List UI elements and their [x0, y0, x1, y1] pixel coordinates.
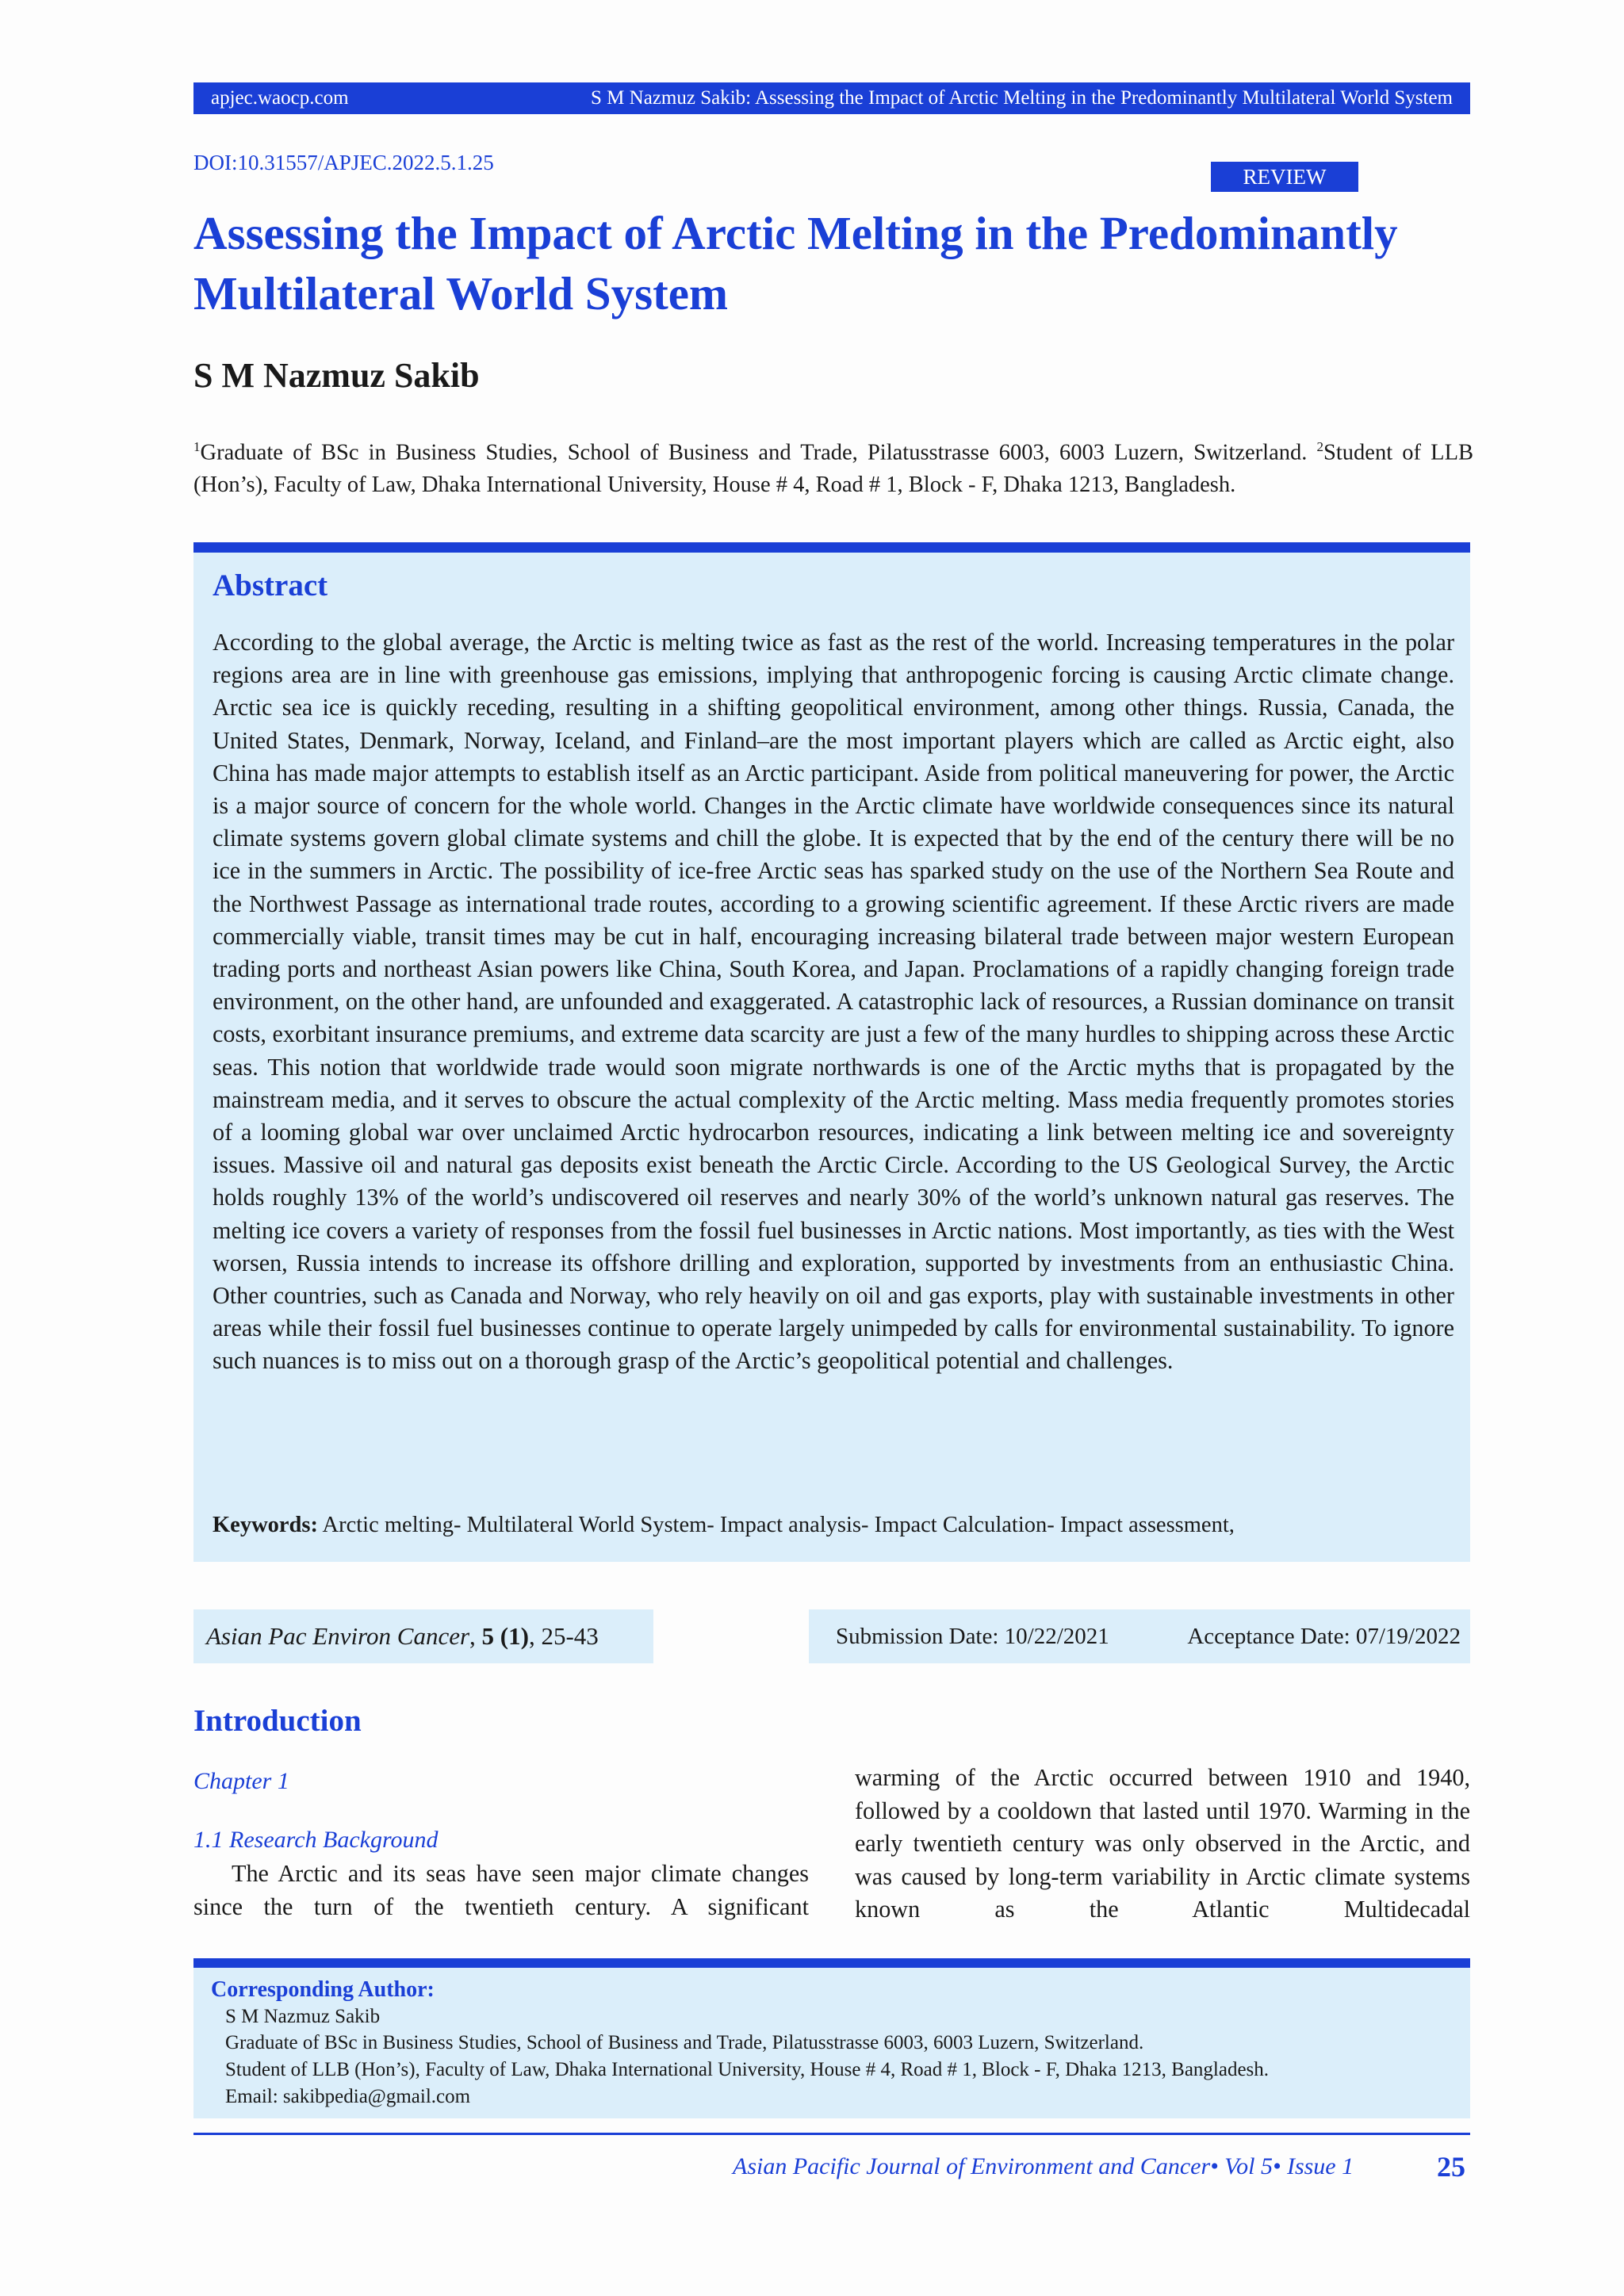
affil-1: Graduate of BSc in Business Studies, School of Business and Trade, Pilatusstrasse 6003, 6003 Luzern, Switzerland. — [200, 440, 1317, 465]
introduction-heading: Introduction — [193, 1704, 362, 1738]
affiliations — [193, 431, 1473, 501]
article-title: Assessing the Impact of Arctic Melting in the Predominantly Multilateral World System — [193, 207, 1398, 320]
footer-divider — [193, 2133, 1470, 2135]
citation-journal: Asian Pac Environ Cancer — [206, 1622, 470, 1650]
acceptance-date: Acceptance Date: 07/19/2022 — [1187, 1623, 1461, 1649]
subsection-heading: 1.1 Research Background — [193, 1827, 439, 1853]
keywords-list: Arctic melting- Multilateral World System- Impact analysis- Impact Calculation- Impact assessment, — [322, 1513, 1235, 1537]
affil-sup-1: 1 — [193, 439, 201, 454]
citation-issue: (1) — [500, 1622, 529, 1650]
site-url[interactable]: apjec.waocp.com — [211, 87, 349, 109]
author-name: S M Nazmuz Sakib — [193, 356, 480, 395]
chapter-heading: Chapter 1 — [193, 1768, 289, 1794]
abstract-heading: Abstract — [213, 568, 328, 603]
corresponding-email[interactable]: Email: sakibpedia@gmail.com — [225, 2086, 471, 2107]
keywords — [213, 1513, 1454, 1538]
article-type-badge: REVIEW — [1211, 162, 1358, 192]
corresponding-author-label: Corresponding Author: — [211, 1977, 435, 2002]
corresponding-affil-2: Student of LLB (Hon’s), Faculty of Law, Dhaka International University, House # 4, Road # 1, Block - F, Dhaka 1213, Bangladesh. — [225, 2059, 1270, 2080]
dates-box — [809, 1609, 1470, 1663]
intro-right-column: warming of the Arctic occurred between 1910 and 1940, followed by a cooldown that lasted until 1970. Warming in the early twentieth century was only observed in the Arctic, and was caused by long-term variability in Arctic climate systems known as the Atlantic Multidecadal — [855, 1764, 1470, 1923]
affil-sup-2: 2 — [1316, 439, 1324, 454]
citation-volume: 5 — [481, 1622, 495, 1650]
intro-left-column: The Arctic and its seas have seen major climate changes since the turn of the twentieth century. A significant — [193, 1860, 809, 1920]
footer-journal: Asian Pacific Journal of Environment and Cancer• Vol 5• Issue 1 — [733, 2153, 1354, 2179]
abstract-text: According to the global average, the Arctic is melting twice as fast as the rest of the world. Increasing temperatures in the polar regions area are in line with greenhouse gas emissions, implying that anthropogenic forcing is causing Arctic climate change. Arctic sea ice is quickly receding, resulting in a shifting geopolitical environment, among other things. Russia, Canada, the United States, Denmark, Norway, Iceland, and Finland–are the most important players which are called as Arctic eight, also China has made major attempts to establish itself as an Arctic participant. Aside from political maneuvering for power, the Arctic is a major source of concern for the whole world. Changes in the Arctic climate have worldwide consequences since its natural climate systems govern global climate systems and chill the globe. It is expected that by the end of the century there will be no ice in the summers in Arctic. The possibility of ice-free Arctic seas has sparked study on the use of the Northern Sea Route and the Northwest Passage as international trade routes, according to a growing scientific agreement. If these Arctic rivers are made commercially viable, transit times may be cut in half, encouraging increasing bilateral trade between major western European trading ports and northeast Asian powers like China, South Korea, and Japan. Proclamations of a rapidly changing foreign trade environment, on the other hand, are unfounded and exaggerated. A catastrophic lack of resources, a Russian dominance on transit costs, exorbitant insurance premiums, and extreme data scarcity are just a few of the many hurdles to shipping across these Arctic seas. This notion that worldwide trade would soon migrate northwards is one of the Arctic myths that is propagated by the mainstream media, and it serves to obscure the actual complexity of the Arctic melting. Mass media frequently promotes stories of a looming global war over unclaimed Arctic hydrocarbon resources, indicating a link between melting ice and sovereignty issues. Massive oil and natural gas deposits exist beneath the Arctic Circle. According to the US Geological Survey, the Arctic holds roughly 13% of the world’s undiscovered oil reserves and nearly 30% of the world’s unknown natural gas reserves. The melting ice covers a variety of responses from the fossil fuel businesses in Arctic nations. Most importantly, as ties with the West worsen, Russia intends to increase its offshore drilling and exploration, supported by investments from an enthusiastic China. Other countries, such as Canada and Norway, who rely heavily on oil and gas exports, play with sustainable investments in other areas while their fossil fuel businesses continue to operate largely unimpeded by calls for environmental sustainability. To ignore such nuances is to miss out on a thorough grasp of the Arctic’s geopolitical potential and challenges. — [213, 629, 1454, 1375]
running-header — [193, 82, 1470, 114]
corresponding-author-name: S M Nazmuz Sakib — [225, 2006, 381, 2027]
corresponding-affil-1: Graduate of BSc in Business Studies, School of Business and Trade, Pilatusstrasse 6003, 6003 Luzern, Switzerland. — [225, 2032, 1144, 2053]
citation-box: Asian Pac Environ Cancer , 5 (1) , 25-43 — [193, 1609, 653, 1663]
doi[interactable]: DOI:10.31557/APJEC.2022.5.1.25 — [193, 151, 494, 174]
affil-2: Student of LLB (Hon’s), Faculty of Law, Dhaka International University, House # 4, Road # 1, Block - F, Dhaka 1213, Bangladesh. — [193, 440, 1473, 497]
page-number: 25 — [1437, 2151, 1465, 2183]
running-title: S M Nazmuz Sakib: Assessing the Impact of Arctic Melting in the Predominantly Multilateral World System — [591, 87, 1453, 109]
citation-pages: , 25-43 — [528, 1622, 599, 1650]
submission-date: Submission Date: 10/22/2021 — [836, 1623, 1109, 1649]
keywords-label: Keywords: — [213, 1513, 318, 1537]
